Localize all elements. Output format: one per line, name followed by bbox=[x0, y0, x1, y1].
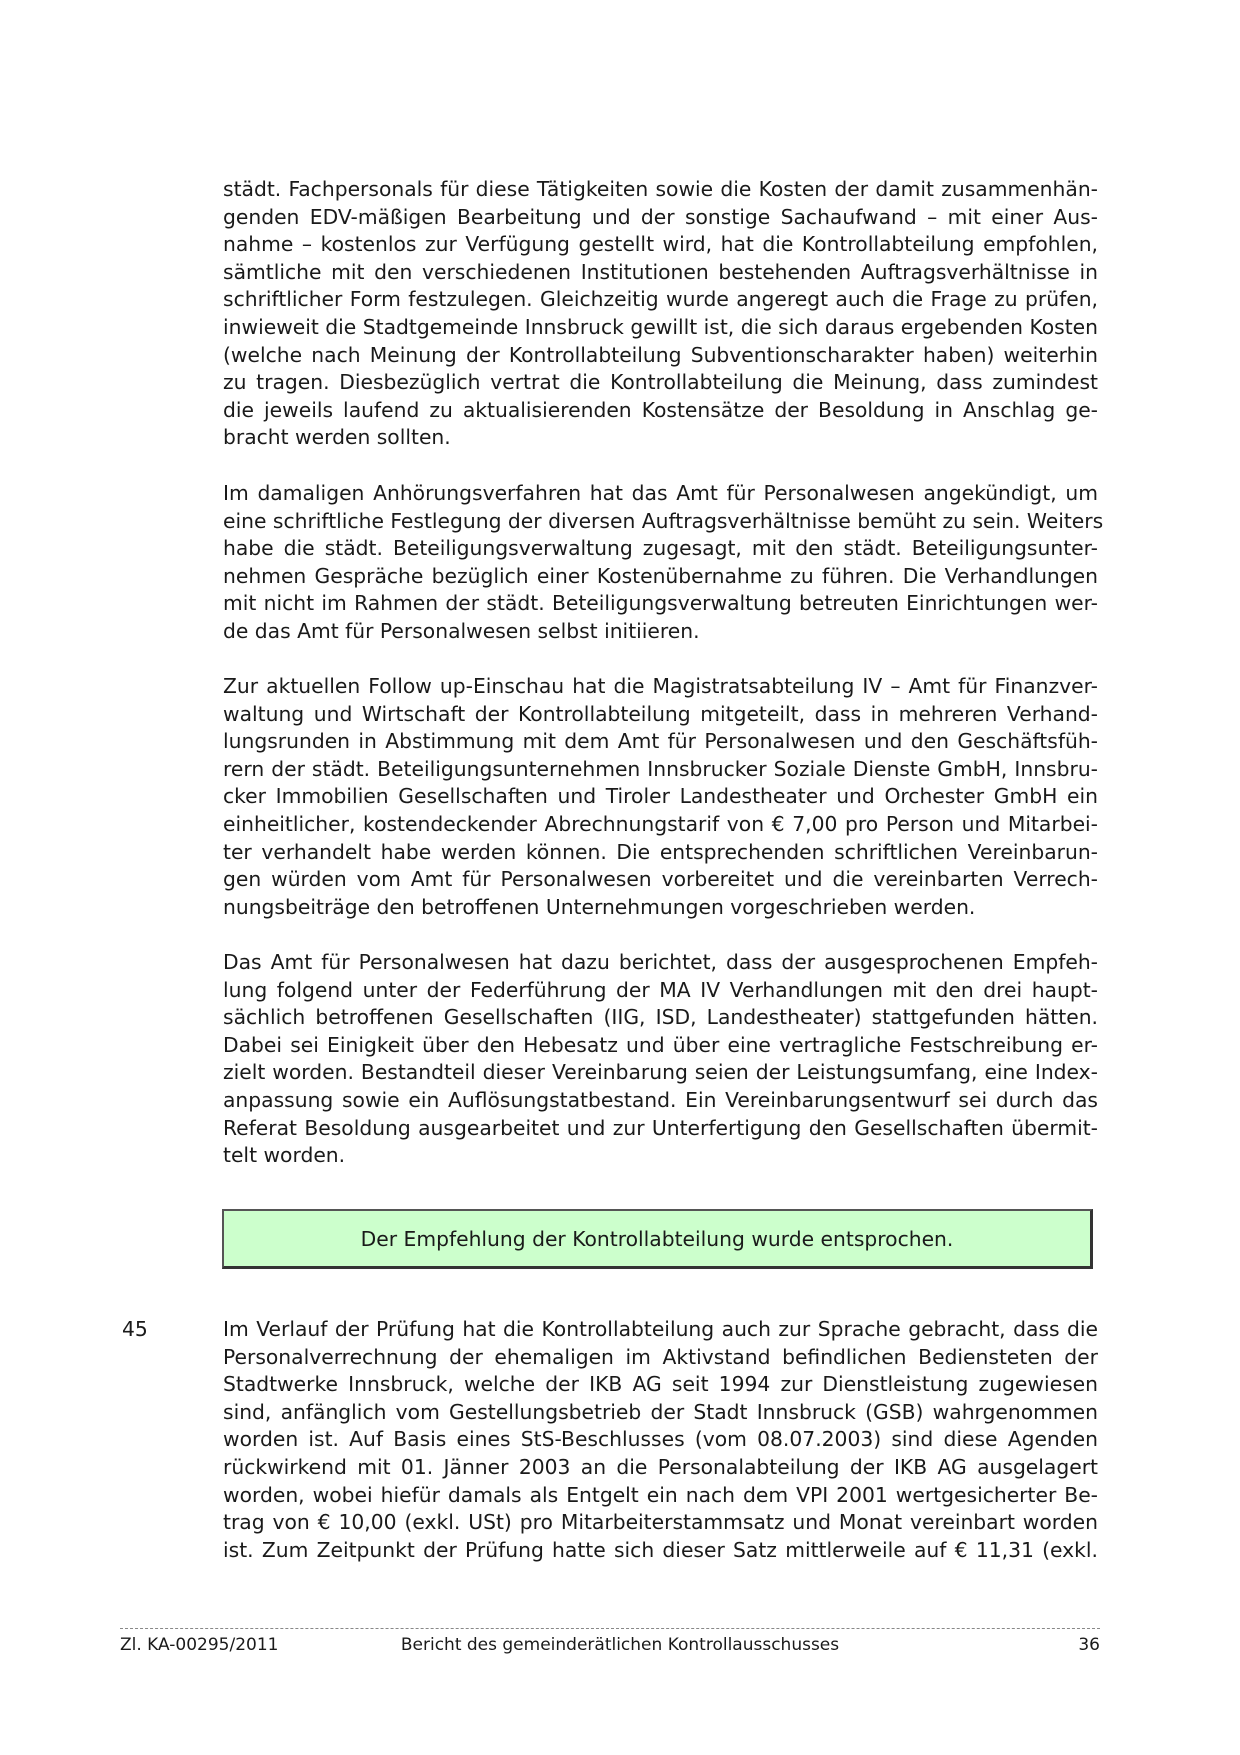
text-line: nungsbeiträge den betroffenen Unternehmungen vorgeschrieben werden. bbox=[223, 894, 976, 919]
text-line: rern der städt. Beteiligungsunternehmen Innsbrucker Soziale Dienste GmbH, Innsbru- bbox=[223, 756, 1098, 781]
text-line: cker Immobilien Gesellschaften und Tiroler Landestheater und Orchester GmbH ein bbox=[223, 784, 1098, 809]
text-line: worden ist. Auf Basis eines StS-Beschlusses (vom 08.07.2003) sind diese Agenden bbox=[223, 1427, 1098, 1452]
text-line: städt. Fachpersonals für diese Tätigkeiten sowie die Kosten der damit zusammenhän- bbox=[223, 177, 1098, 201]
text-line: ter verhandelt habe werden können. Die entsprechenden schriftlichen Vereinbarun- bbox=[223, 839, 1098, 864]
text-line: rückwirkend mit 01. Jänner 2003 an die Personalabteilung der IKB AG ausgelagert bbox=[223, 1455, 1098, 1479]
text-line: worden, wobei hiefür damals als Entgelt ein nach dem VPI 2001 wertgesicherter Be- bbox=[223, 1482, 1098, 1507]
text-line: die jeweils laufend zu aktualisierenden Kostensätze der Besoldung in Anschlag ge- bbox=[223, 397, 1098, 422]
text-line: genden EDV-mäßigen Bearbeitung und der sonstige Sachaufwand – mit einer Aus- bbox=[223, 204, 1098, 229]
text-line: waltung und Wirtschaft der Kontrollabteilung mitgeteilt, dass in mehreren Verhand- bbox=[223, 701, 1098, 726]
text-line: trag von € 10,00 (exkl. USt) pro Mitarbeiterstammsatz und Monat vereinbart worden bbox=[223, 1510, 1098, 1535]
text-line: anpassung sowie ein Auflösungstatbestand. Ein Vereinbarungsentwurf sei durch das bbox=[223, 1088, 1098, 1112]
text-line: Referat Besoldung ausgearbeitet und zur Unterfertigung den Gesellschaften übermit- bbox=[223, 1115, 1098, 1140]
text-line: zu tragen. Diesbezüglich vertrat die Kontrollabteilung die Meinung, dass zumindest bbox=[223, 370, 1098, 395]
recommendation-callout bbox=[222, 1209, 1093, 1269]
text-line: mit nicht im Rahmen der städt. Beteiligungsverwaltung betreuten Einrichtungen wer- bbox=[223, 591, 1098, 616]
text-line: Dabei sei Einigkeit über den Hebesatz und über eine vertragliche Festschreibung er- bbox=[223, 1032, 1098, 1057]
callout-text: Der Empfehlung der Kontrollabteilung wurde entsprochen. bbox=[360, 1226, 954, 1251]
text-line: Personalverrechnung der ehemaligen im Aktivstand befindlichen Bediensteten der bbox=[223, 1344, 1098, 1369]
text-line: Im damaligen Anhörungsverfahren hat das Amt für Personalwesen angekündigt, um bbox=[223, 481, 1098, 505]
text-line: inwieweit die Stadtgemeinde Innsbruck gewillt ist, die sich daraus ergebenden Kosten bbox=[223, 315, 1098, 339]
section-number: 45 bbox=[122, 1317, 148, 1341]
text-line: ist. Zum Zeitpunkt der Prüfung hatte sich dieser Satz mittlerweile auf € 11,31 (exkl. bbox=[223, 1537, 1098, 1562]
footer-reference: Zl. KA-00295/2011 bbox=[120, 1635, 279, 1655]
text-line: Das Amt für Personalwesen hat dazu berichtet, dass der ausgesprochenen Empfeh- bbox=[223, 950, 1098, 974]
text-line: einheitlicher, kostendeckender Abrechnungstarif von € 7,00 pro Person und Mitarbei- bbox=[223, 812, 1098, 836]
text-line: habe die städt. Beteiligungsverwaltung zugesagt, mit den städt. Beteiligungsunter- bbox=[223, 536, 1098, 561]
footer-divider bbox=[120, 1628, 1100, 1629]
text-line: Stadtwerke Innsbruck, welche der IKB AG seit 1994 zur Dienstleistung zugewiesen bbox=[223, 1372, 1098, 1397]
text-line: bracht werden sollten. bbox=[223, 425, 451, 450]
footer-title: Bericht des gemeinderätlichen Kontrollausschusses bbox=[400, 1635, 840, 1655]
text-line: (welche nach Meinung der Kontrollabteilung Subventionscharakter haben) weiterhin bbox=[223, 342, 1098, 367]
text-line: nahme – kostenlos zur Verfügung gestellt wird, hat die Kontrollabteilung empfohlen, bbox=[223, 232, 1098, 257]
text-line: sämtliche mit den verschiedenen Institutionen bestehenden Auftragsverhältnisse in bbox=[223, 259, 1098, 284]
text-line: eine schriftliche Festlegung der diversen Auftragsverhältnisse bemüht zu sein. Weiters bbox=[223, 508, 1104, 533]
page-number: 36 bbox=[1078, 1635, 1100, 1655]
text-line: Zur aktuellen Follow up-Einschau hat die Magistratsabteilung IV – Amt für Finanzver- bbox=[223, 674, 1098, 698]
text-line: de das Amt für Personalwesen selbst initiieren. bbox=[223, 619, 700, 643]
text-line: telt worden. bbox=[223, 1143, 346, 1168]
text-line: Im Verlauf der Prüfung hat die Kontrollabteilung auch zur Sprache gebracht, dass die bbox=[223, 1317, 1098, 1341]
text-line: lung folgend unter der Federführung der MA IV Verhandlungen mit den drei haupt- bbox=[223, 977, 1098, 1002]
text-line: lungsrunden in Abstimmung mit dem Amt für Personalwesen und den Geschäftsfüh- bbox=[223, 729, 1098, 754]
text-line: gen würden vom Amt für Personalwesen vorbereitet und die vereinbarten Verrech- bbox=[223, 867, 1098, 892]
text-line: schriftlicher Form festzulegen. Gleichzeitig wurde angeregt auch die Frage zu prüfen, bbox=[223, 287, 1098, 312]
text-line: zielt worden. Bestandteil dieser Vereinbarung seien der Leistungsumfang, eine Index- bbox=[223, 1060, 1098, 1085]
text-line: sind, anfänglich vom Gestellungsbetrieb der Stadt Innsbruck (GSB) wahrgenommen bbox=[223, 1399, 1098, 1424]
text-line: nehmen Gespräche bezüglich einer Kostenübernahme zu führen. Die Verhandlungen bbox=[223, 563, 1098, 588]
text-line: sächlich betroffenen Gesellschaften (IIG, ISD, Landestheater) stattgefunden hätten. bbox=[223, 1005, 1098, 1030]
